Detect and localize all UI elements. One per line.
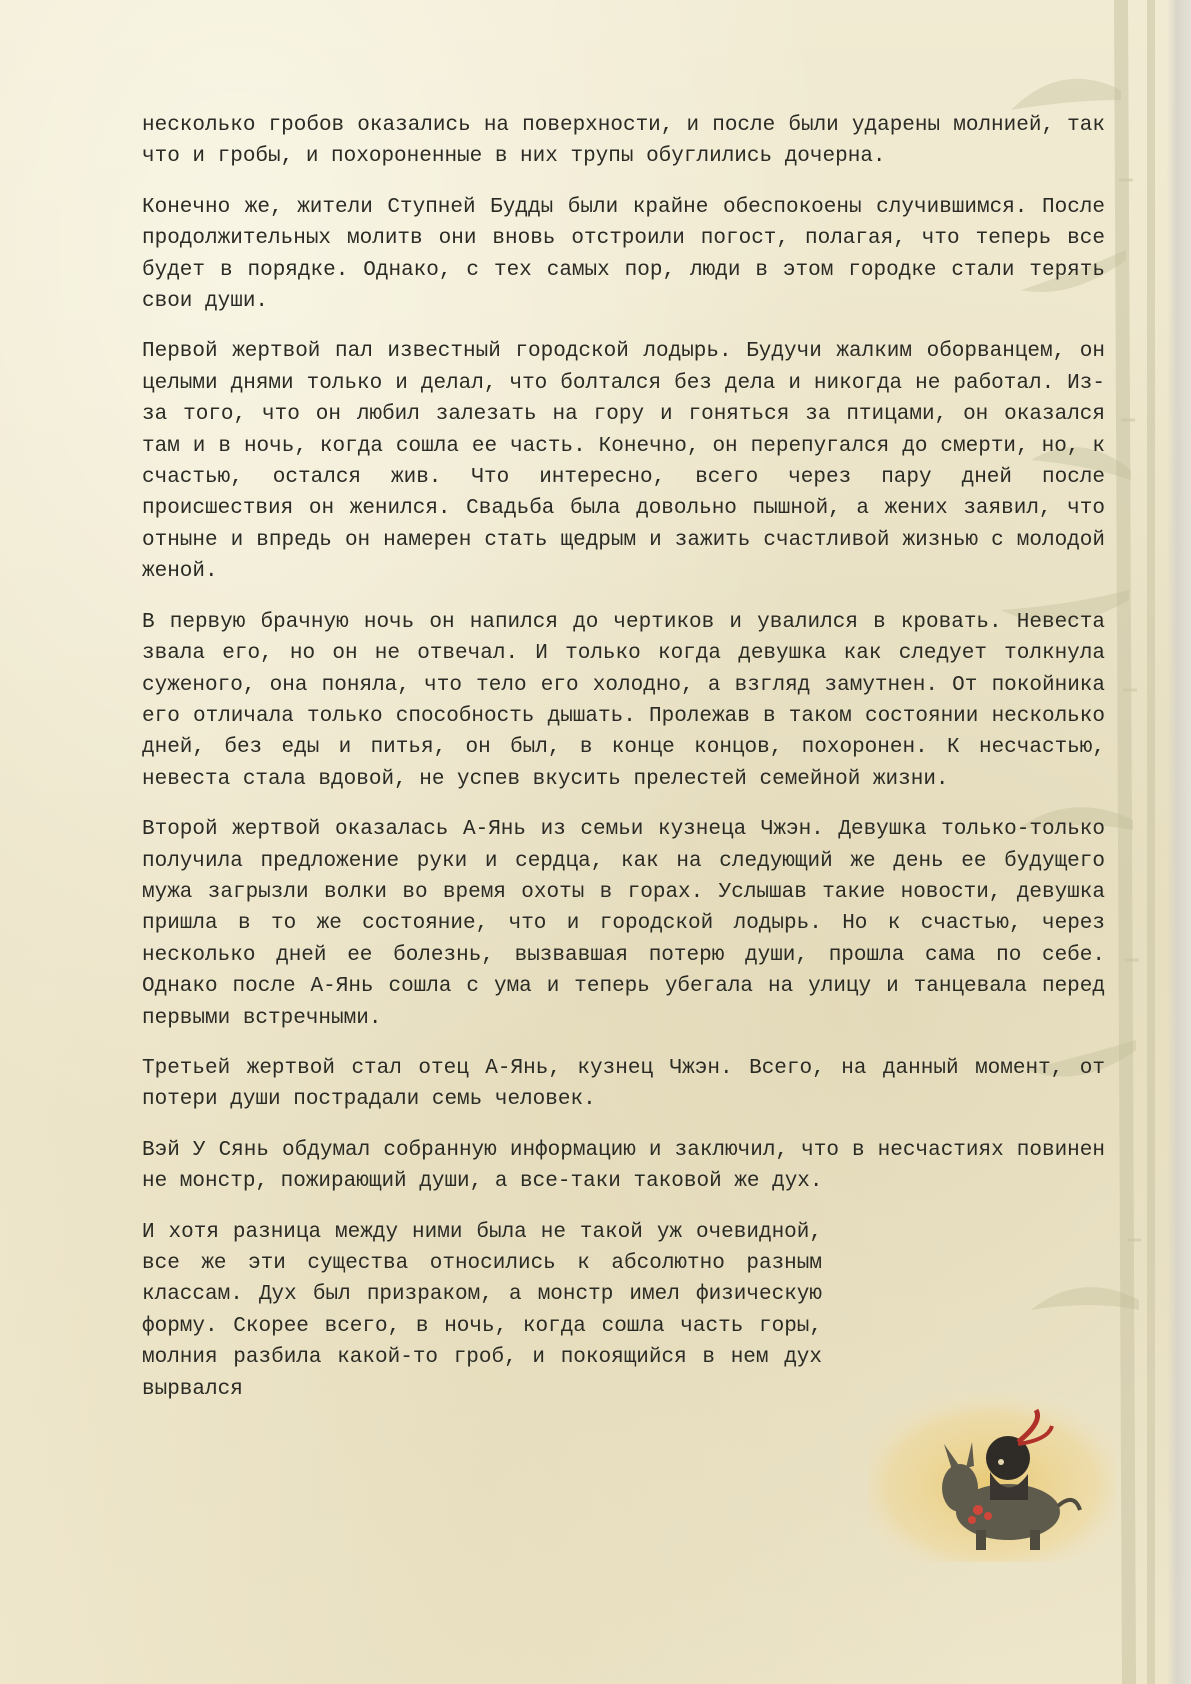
chibi-character-on-donkey-illustration-icon bbox=[868, 1392, 1116, 1562]
document-body bbox=[142, 110, 1105, 1424]
paragraph: И хотя разница между ними была не такой уж очевидной, все же эти существа относились к абсолютно разным классам. Дух был призраком, а монстр имел физическую форму. Скорее всего, в ночь, когда сошла часть горы, молния разбила какой-то гроб, и покоящийся в нем дух вырвался bbox=[142, 1220, 822, 1401]
paragraph: В первую брачную ночь он напился до чертиков и увалился в кровать. Невеста звала его, но он не отвечал. И только когда девушка как следует толкнула суженого, она поняла, что тело его холодно, а взгляд замутнен. От покойника его отличала только способность дышать. Пролежав в таком состоянии несколько дней, без еды и питья, он был, в конце концов, похоронен. К несчастью, невеста стала вдовой, не успев вкусить прелестей семейной жизни. bbox=[142, 610, 1105, 791]
paragraph: несколько гробов оказались на поверхности, и после были ударены молнией, так что и гробы, и похороненные в них трупы обуглились дочерна. bbox=[142, 114, 1105, 169]
page-edge bbox=[1167, 0, 1191, 1684]
text-with-illustration bbox=[142, 1217, 1105, 1405]
paragraph: Вэй У Сянь обдумал собранную информацию и заключил, что в несчастиях повинен не монстр, пожирающий души, а все-таки таковой же дух. bbox=[142, 1138, 1105, 1194]
paragraph: Первой жертвой пал известный городской лодырь. Будучи жалким оборванцем, он целыми днями только и делал, что болтался без дела и никогда не работал. Из-за того, что он любил залезать на гору и гоняться за птицами, он оказался там и в ночь, когда сошла ее часть. Конечно, он перепугался до смерти, но, к счастью, остался жив. Что интересно, всего через пару дней после происшествия он женился. Свадьба была довольно пышной, а жених заявил, что отныне и впредь он намерен стать щедрым и зажить счастливой жизнью с молодой женой. bbox=[142, 340, 1105, 584]
paragraph: Конечно же, жители Ступней Будды были крайне обеспокоены случившимся. После продолжительных молитв они вновь отстроили погост, полагая, что теперь все будет в порядке. Однако, с тех самых пор, люди в этом городке стали терять свои души. bbox=[142, 195, 1105, 314]
paragraph: Второй жертвой оказалась А-Янь из семьи кузнеца Чжэн. Девушка только-только получила предложение руки и сердца, как на следующий же день ее будущего мужа загрызли волки во время охоты в горах. Услышав такие новости, девушка пришла в то же состояние, что и городской лодырь. Но к счастью, через несколько дней ее болезнь, вызвавшая потерю души, прошла сама по себе. Однако после А-Янь сошла с ума и теперь убегала на улицу и танцевала перед первыми встречными. bbox=[142, 818, 1105, 1030]
paragraph: Третьей жертвой стал отец А-Янь, кузнец Чжэн. Всего, на данный момент, от потери души пострадали семь человек. bbox=[142, 1056, 1105, 1112]
